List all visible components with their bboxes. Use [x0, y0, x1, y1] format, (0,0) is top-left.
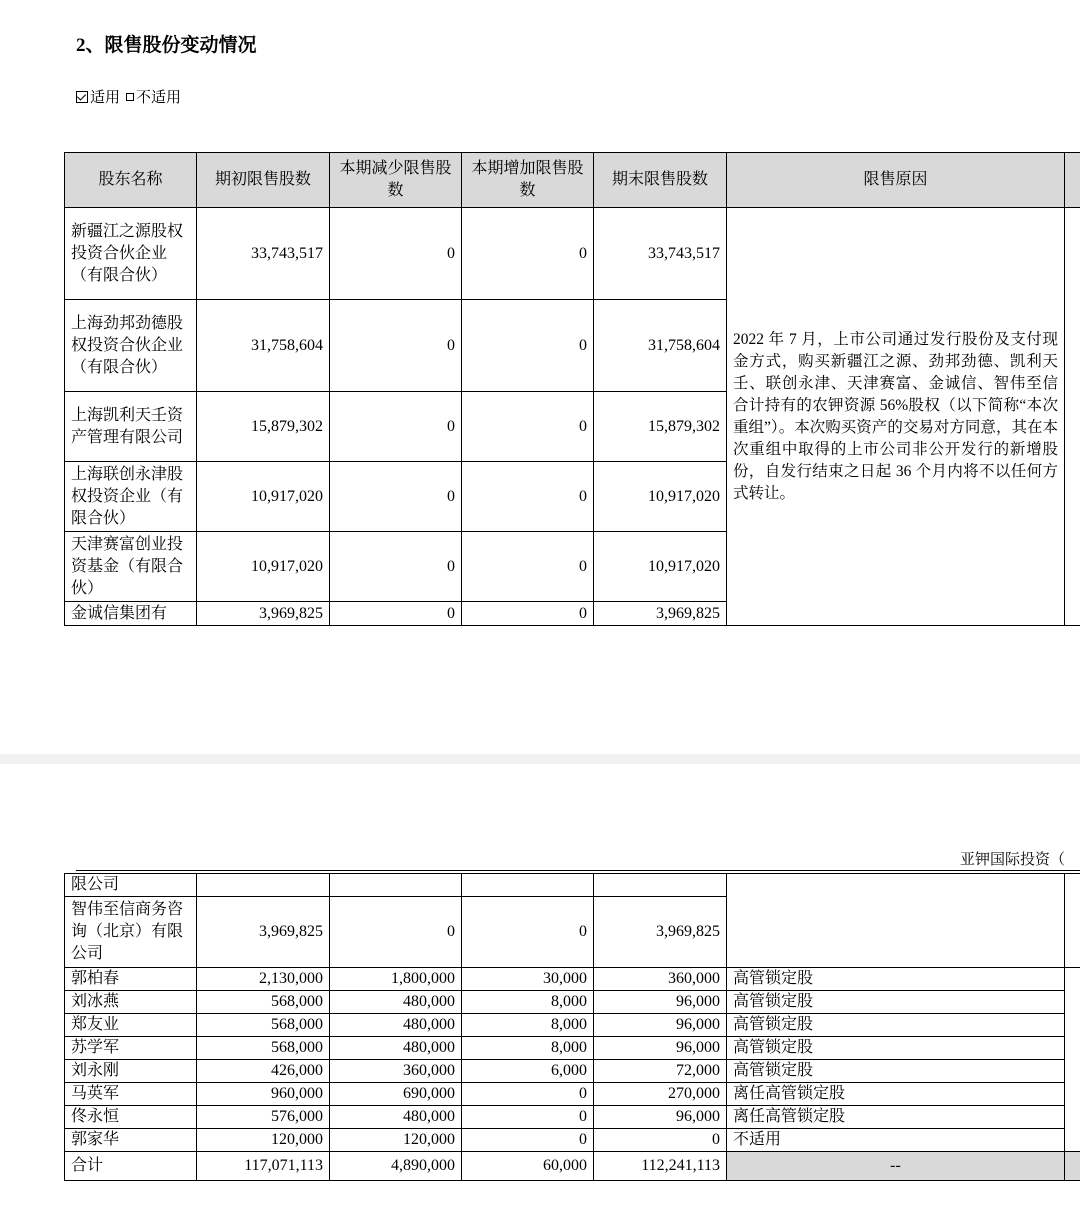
- page-header-rule: [76, 870, 1080, 871]
- header-end: 期末限售股数: [594, 153, 727, 208]
- clipped-column: [1065, 208, 1080, 626]
- decrease-shares: 480,000: [330, 1014, 462, 1037]
- restricted-shares-table-part2: [64, 873, 1080, 1181]
- decrease-shares: 480,000: [330, 1106, 462, 1129]
- start-shares: 576,000: [197, 1106, 330, 1129]
- empty-cell: [462, 874, 594, 897]
- increase-shares: 0: [462, 897, 594, 968]
- header-decrease: 本期减少限售股数: [330, 153, 462, 208]
- restriction-reason: 2022 年 7 月，上市公司通过发行股份及支付现金方式，购买新疆江之源、劲邦劲德、凯利天壬、联创永津、天津赛富、金诚信、智伟至信合计持有的农钾资源 56%股权（以下简称“本次重组”）。本次购买资产的交易对方同意，其在本次重组中取得的上市公司非公开发行的新增股份，自发行结束之日起 36 个月内将不以任何方式转让。: [727, 208, 1065, 626]
- empty-cell: [197, 874, 330, 897]
- end-shares: 270,000: [594, 1083, 727, 1106]
- shareholder-name: 新疆江之源股权投资合伙企业（有限合伙）: [65, 208, 197, 300]
- unchecked-box-icon: [126, 93, 134, 101]
- decrease-shares: 0: [330, 532, 462, 602]
- decrease-shares: 0: [330, 897, 462, 968]
- total-increase: 60,000: [462, 1152, 594, 1181]
- decrease-shares: 480,000: [330, 991, 462, 1014]
- start-shares: 426,000: [197, 1060, 330, 1083]
- end-shares: 3,969,825: [594, 897, 727, 968]
- decrease-shares: 0: [330, 462, 462, 532]
- decrease-shares: 0: [330, 300, 462, 392]
- header-reason: 限售原因: [727, 153, 1065, 208]
- start-shares: 3,969,825: [197, 897, 330, 968]
- start-shares: 960,000: [197, 1083, 330, 1106]
- start-shares: 10,917,020: [197, 462, 330, 532]
- end-shares: 15,879,302: [594, 392, 727, 462]
- increase-shares: 8,000: [462, 1037, 594, 1060]
- increase-shares: 0: [462, 300, 594, 392]
- restricted-shares-table-part1: [64, 152, 1080, 626]
- decrease-shares: 1,800,000: [330, 968, 462, 991]
- clipped-column: [1065, 1152, 1080, 1181]
- increase-shares: 30,000: [462, 968, 594, 991]
- empty-cell: [330, 874, 462, 897]
- total-start: 117,071,113: [197, 1152, 330, 1181]
- checked-box-icon: [76, 91, 88, 103]
- shareholder-name: 刘冰燕: [65, 991, 197, 1014]
- table-row: [65, 1106, 1080, 1129]
- applicable-options: [76, 86, 181, 107]
- total-end: 112,241,113: [594, 1152, 727, 1181]
- page-divider: [0, 754, 1080, 764]
- table-row: [65, 1060, 1080, 1083]
- restriction-reason: 高管锁定股: [727, 991, 1065, 1014]
- header-increase: 本期增加限售股数: [462, 153, 594, 208]
- increase-shares: 0: [462, 462, 594, 532]
- shareholder-name: 马英军: [65, 1083, 197, 1106]
- total-label: 合计: [65, 1152, 197, 1181]
- decrease-shares: 120,000: [330, 1129, 462, 1152]
- restriction-reason: 高管锁定股: [727, 1037, 1065, 1060]
- shareholder-name: 苏学军: [65, 1037, 197, 1060]
- restriction-reason: 高管锁定股: [727, 1060, 1065, 1083]
- end-shares: 33,743,517: [594, 208, 727, 300]
- restriction-reason: 离任高管锁定股: [727, 1083, 1065, 1106]
- restriction-reason: 高管锁定股: [727, 1014, 1065, 1037]
- end-shares: 96,000: [594, 991, 727, 1014]
- end-shares: 72,000: [594, 1060, 727, 1083]
- increase-shares: 0: [462, 1129, 594, 1152]
- shareholder-name: 佟永恒: [65, 1106, 197, 1129]
- start-shares: 568,000: [197, 1014, 330, 1037]
- not-applicable-label: 不适用: [136, 90, 182, 106]
- table-row: [65, 1014, 1080, 1037]
- start-shares: 10,917,020: [197, 532, 330, 602]
- decrease-shares: 480,000: [330, 1037, 462, 1060]
- decrease-shares: 690,000: [330, 1083, 462, 1106]
- shareholder-name: 上海联创永津股权投资企业（有限合伙）: [65, 462, 197, 532]
- applicable-label: 适用: [90, 90, 121, 106]
- increase-shares: 0: [462, 208, 594, 300]
- header-shareholder: 股东名称: [65, 153, 197, 208]
- clipped-column: [1065, 968, 1080, 1152]
- end-shares: 31,758,604: [594, 300, 727, 392]
- end-shares: 10,917,020: [594, 462, 727, 532]
- end-shares: 96,000: [594, 1037, 727, 1060]
- table-row: [65, 1083, 1080, 1106]
- page-header-company: 亚钾国际投资（: [960, 852, 1066, 868]
- increase-shares: 0: [462, 1083, 594, 1106]
- restriction-reason: 不适用: [727, 1129, 1065, 1152]
- clipped-column: [1065, 874, 1080, 968]
- shareholder-name: 上海劲邦劲德股权投资合伙企业（有限合伙）: [65, 300, 197, 392]
- increase-shares: 6,000: [462, 1060, 594, 1083]
- total-reason: --: [727, 1152, 1065, 1181]
- header-start: 期初限售股数: [197, 153, 330, 208]
- start-shares: 33,743,517: [197, 208, 330, 300]
- shareholder-name: 郭柏春: [65, 968, 197, 991]
- total-decrease: 4,890,000: [330, 1152, 462, 1181]
- header-clipped: [1065, 153, 1080, 208]
- shareholder-name: 郭家华: [65, 1129, 197, 1152]
- start-shares: 2,130,000: [197, 968, 330, 991]
- decrease-shares: 360,000: [330, 1060, 462, 1083]
- shareholder-name-continued: 限公司: [65, 874, 197, 897]
- restriction-reason: 高管锁定股: [727, 968, 1065, 991]
- start-shares: 120,000: [197, 1129, 330, 1152]
- start-shares: 568,000: [197, 991, 330, 1014]
- decrease-shares: 0: [330, 602, 462, 626]
- end-shares: 96,000: [594, 1106, 727, 1129]
- restriction-reason-continued: [727, 874, 1065, 968]
- increase-shares: 8,000: [462, 1014, 594, 1037]
- start-shares: 568,000: [197, 1037, 330, 1060]
- restriction-reason: 离任高管锁定股: [727, 1106, 1065, 1129]
- shareholder-name: 刘永刚: [65, 1060, 197, 1083]
- table-row: [65, 1037, 1080, 1060]
- start-shares: 31,758,604: [197, 300, 330, 392]
- decrease-shares: 0: [330, 208, 462, 300]
- start-shares: 15,879,302: [197, 392, 330, 462]
- end-shares: 0: [594, 1129, 727, 1152]
- decrease-shares: 0: [330, 392, 462, 462]
- end-shares: 3,969,825: [594, 602, 727, 626]
- end-shares: 360,000: [594, 968, 727, 991]
- table-row: [65, 1129, 1080, 1152]
- increase-shares: 0: [462, 602, 594, 626]
- shareholder-name: 智伟至信商务咨询（北京）有限公司: [65, 897, 197, 968]
- section-heading: 2、限售股份变动情况: [76, 35, 257, 56]
- table-row: [65, 991, 1080, 1014]
- increase-shares: 0: [462, 1106, 594, 1129]
- shareholder-name: 上海凯利天壬资产管理有限公司: [65, 392, 197, 462]
- table-row: [65, 208, 1080, 300]
- table-row: [65, 874, 1080, 897]
- increase-shares: 8,000: [462, 991, 594, 1014]
- increase-shares: 0: [462, 392, 594, 462]
- total-row: [65, 1152, 1080, 1181]
- table-row: [65, 968, 1080, 991]
- end-shares: 96,000: [594, 1014, 727, 1037]
- shareholder-name: 郑友业: [65, 1014, 197, 1037]
- increase-shares: 0: [462, 532, 594, 602]
- shareholder-name: 金诚信集团有: [65, 602, 197, 626]
- end-shares: 10,917,020: [594, 532, 727, 602]
- shareholder-name: 天津赛富创业投资基金（有限合伙）: [65, 532, 197, 602]
- start-shares: 3,969,825: [197, 602, 330, 626]
- empty-cell: [594, 874, 727, 897]
